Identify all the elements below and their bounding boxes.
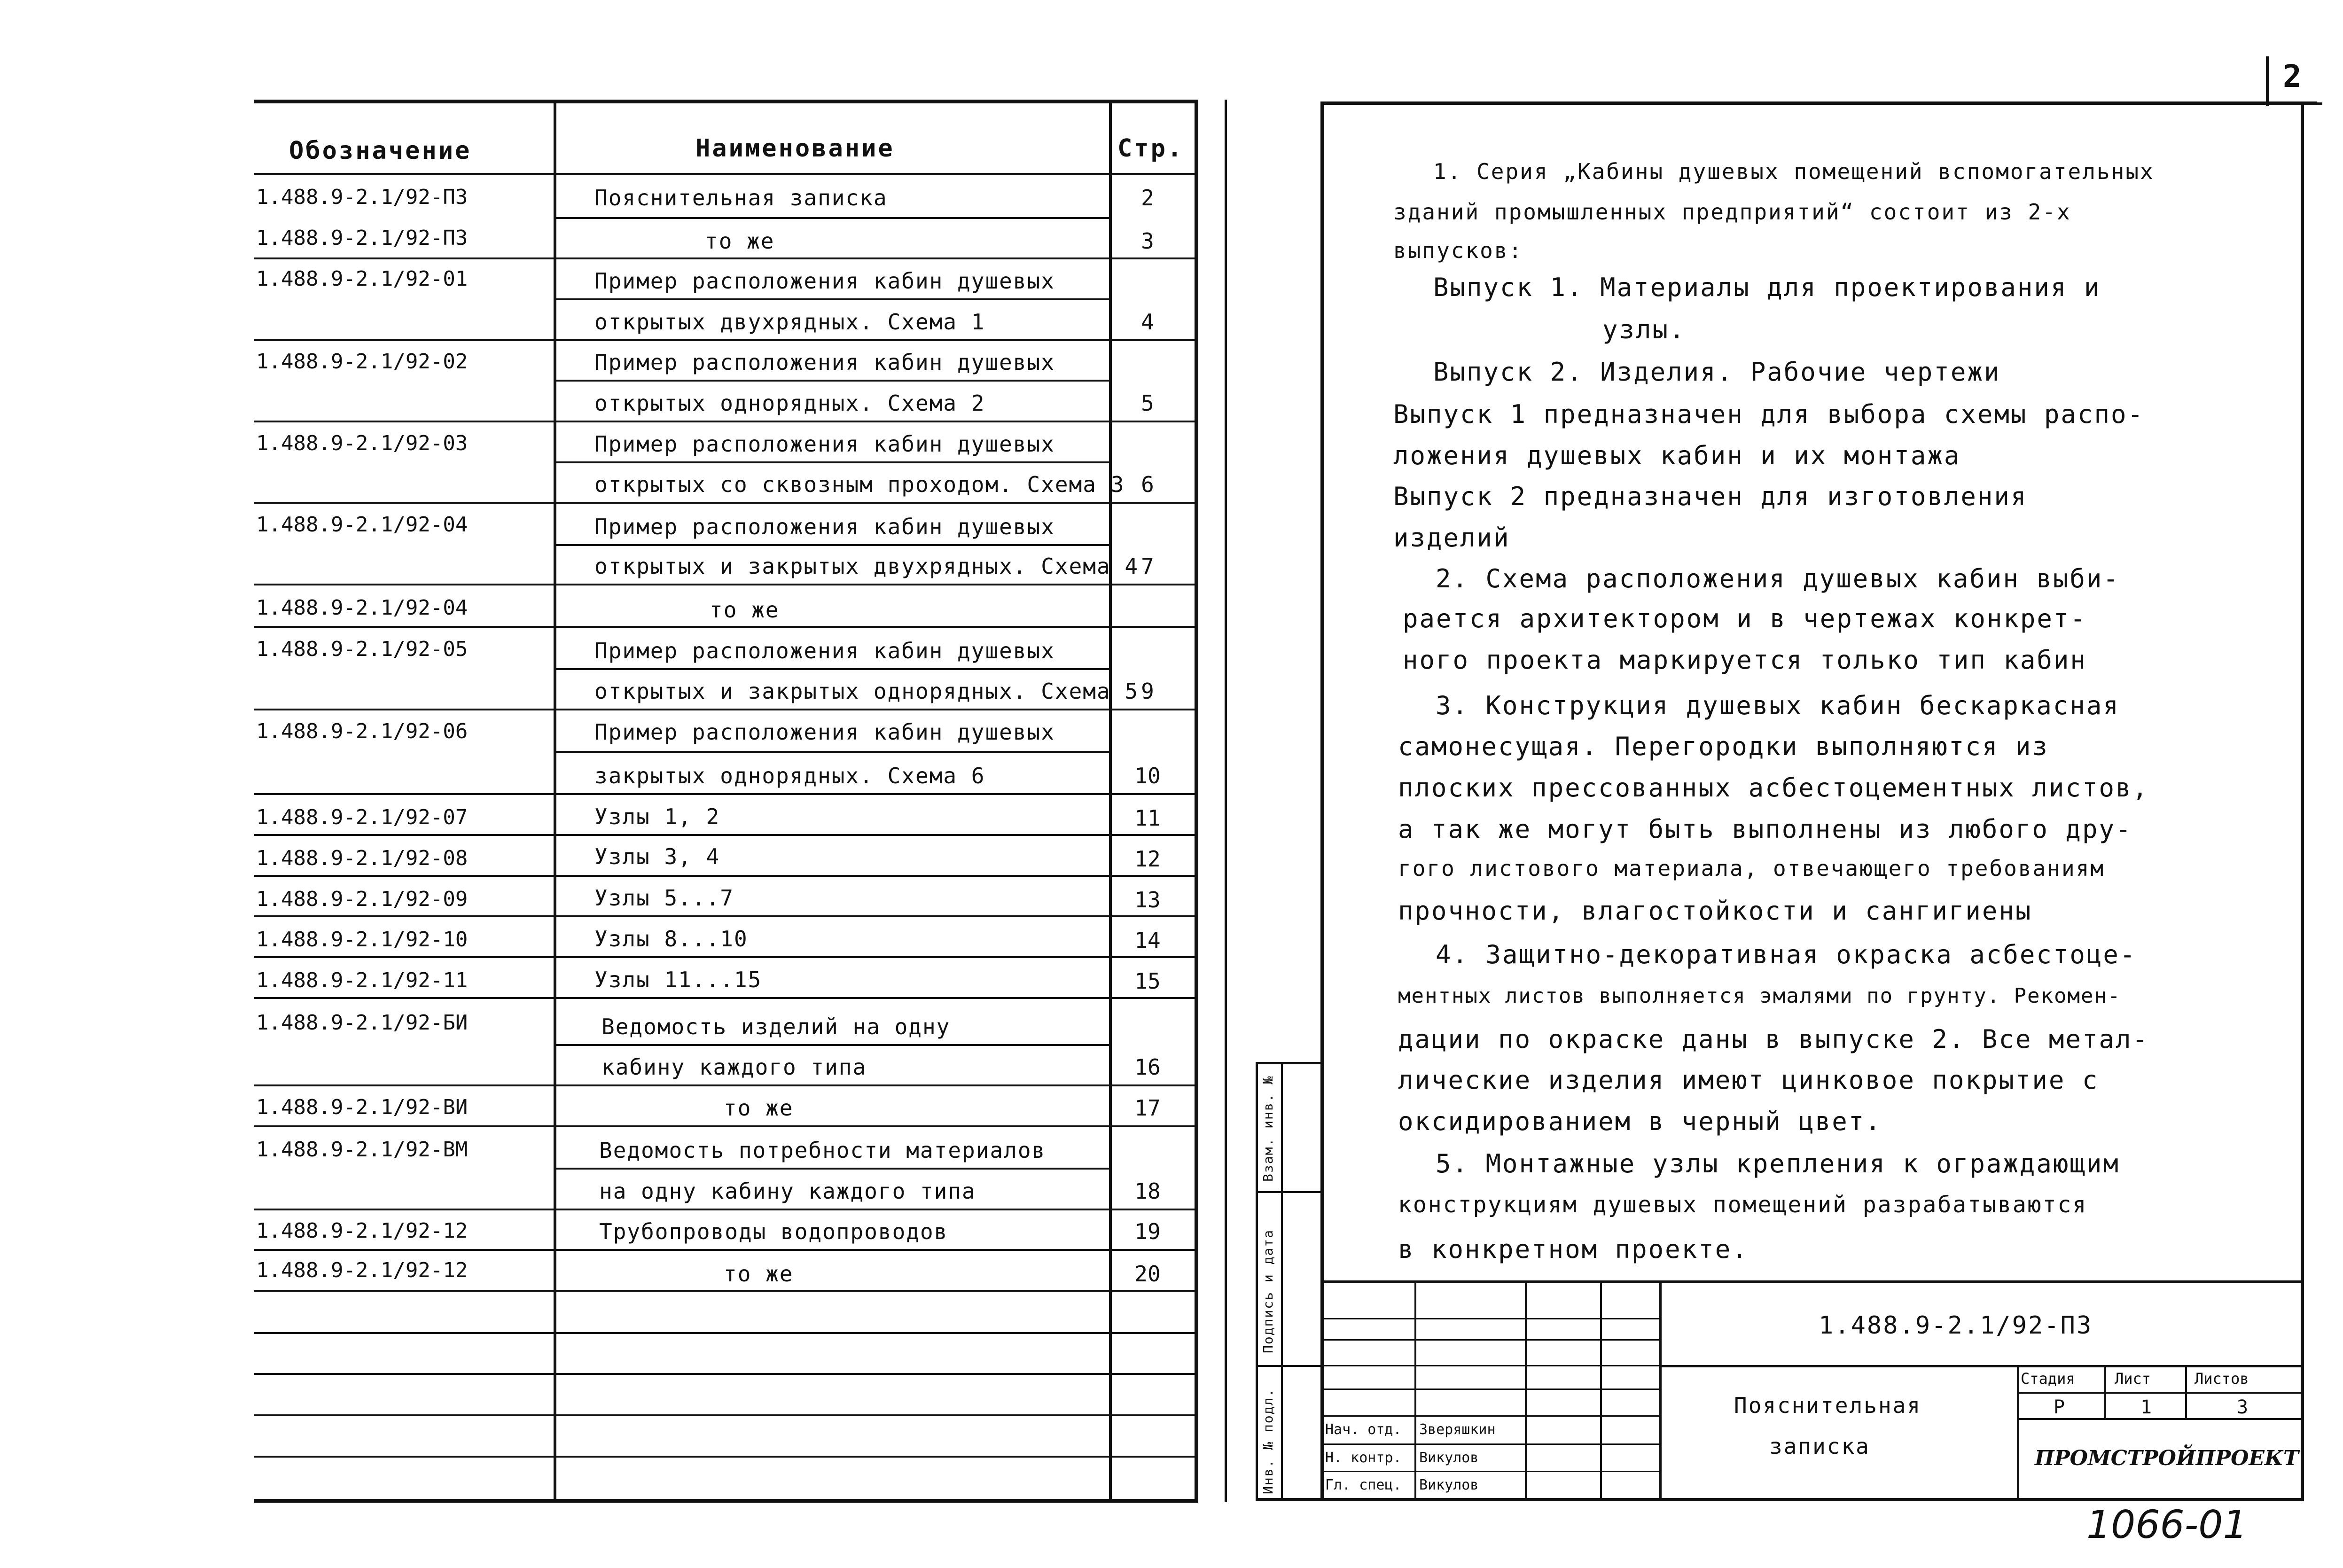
row-name: открытых двухрядных. Схема 1 (594, 309, 985, 335)
row-name: Пример расположения кабин душевых (594, 431, 1055, 457)
stamp-strip-sep (1256, 1365, 1324, 1367)
row-code: 1.488.9-2.1/92-08 (256, 846, 468, 870)
note-line: плоских прессованных асбестоцементных листов, (1398, 773, 2149, 803)
row-name: то же (710, 597, 780, 623)
row-page: 16 (1134, 1054, 1161, 1080)
note-line: оксидированием в черный цвет. (1398, 1107, 1882, 1136)
sig-row (1320, 1389, 1661, 1390)
row-code: 1.488.9-2.1/92-05 (256, 637, 468, 661)
row-name: то же (724, 1095, 794, 1121)
note-line: конструкциям душевых помещений разрабатываются (1398, 1192, 2088, 1218)
row-page: 17 (1134, 1095, 1161, 1121)
tb-stage-col2 (2185, 1365, 2187, 1419)
sig-col (1525, 1280, 1527, 1500)
row-page: 3 (1141, 228, 1154, 254)
note-line: гого листового материала, отвечающего требованиям (1398, 856, 2105, 881)
title-line-2: записка (1769, 1434, 1870, 1459)
note-line: ного проекта маркируется только тип кабин (1403, 645, 2087, 675)
row-code: 1.488.9-2.1/92-02 (256, 350, 468, 374)
row-name: Пример расположения кабин душевых (594, 350, 1055, 375)
row-code: 1.488.9-2.1/92-ВМ (256, 1138, 468, 1162)
row-page: 6 (1141, 472, 1154, 497)
row-name: Узлы 3, 4 (594, 844, 720, 869)
stamp-strip-top (1256, 1062, 1324, 1064)
note-line: Выпуск 2. Изделия. Рабочие чертежи (1433, 357, 2001, 387)
stage-value: Р (2054, 1396, 2065, 1418)
note-line: лические изделия имеют цинковое покрытие с (1398, 1065, 2099, 1095)
row-code: 1.488.9-2.1/92-07 (256, 805, 468, 829)
sheets-label: Листов (2195, 1370, 2249, 1388)
sig-name: Викулов (1419, 1450, 1479, 1466)
frame-bottom (1256, 1498, 2304, 1501)
note-line: 1. Серия „Кабины душевых помещений вспомогательных (1433, 159, 2155, 184)
note-line: изделий (1393, 523, 1510, 553)
row-page: 4 (1141, 309, 1154, 335)
row-page: 13 (1134, 887, 1161, 913)
row-name: открытых и закрытых двухрядных. Схема 4 (594, 554, 1139, 579)
row-name: Узлы 11...15 (594, 967, 762, 992)
note-line: выпусков: (1393, 238, 1523, 263)
row-code: 1.488.9-2.1/92-БИ (256, 1011, 468, 1035)
row-name: кабину каждого типа (601, 1054, 867, 1080)
sig-name: Зверяшкин (1419, 1421, 1496, 1438)
note-line: ложения душевых кабин и их монтажа (1393, 441, 1961, 470)
row-page: 15 (1134, 968, 1161, 994)
header-page: Стр. (1117, 134, 1184, 163)
sheet-number-box-left (2266, 56, 2269, 106)
sig-row (1320, 1318, 1661, 1319)
sig-role: Нач. отд. (1325, 1421, 1402, 1438)
sig-col (1414, 1280, 1416, 1500)
title-line-1: Пояснительная (1734, 1393, 1922, 1418)
row-code: 1.488.9-2.1/92-04 (256, 596, 468, 620)
sig-role: Н. контр. (1325, 1450, 1402, 1466)
sig-row (1320, 1443, 1661, 1445)
row-page: 18 (1134, 1178, 1161, 1204)
stamp-strip-sep (1256, 1191, 1324, 1193)
sig-row (1320, 1365, 1661, 1366)
row-code: 1.488.9-2.1/92-ПЗ (256, 185, 468, 209)
note-line: а так же могут быть выполнены из любого дру- (1398, 814, 2132, 844)
row-name: на одну кабину каждого типа (599, 1178, 976, 1204)
note-line: 4. Защитно-декоративная окраска асбестоце- (1436, 940, 2137, 969)
row-code: 1.488.9-2.1/92-01 (256, 267, 468, 291)
row-code: 1.488.9-2.1/92-06 (256, 719, 468, 743)
header-name: Наименование (695, 134, 895, 163)
note-line: самонесущая. Перегородки выполняются из (1398, 732, 2049, 761)
note-line: Выпуск 1 предназначен для выбора схемы распо- (1393, 399, 2144, 429)
row-name: Ведомость изделий на одну (601, 1014, 951, 1039)
sig-role: Гл. спец. (1325, 1477, 1402, 1493)
note-line: прочности, влагостойкости и сангигиены (1398, 896, 2032, 926)
sig-row (1320, 1415, 1661, 1417)
tb-stage-row2 (2017, 1418, 2304, 1420)
header-designation: Обозначение (289, 137, 472, 165)
frame-left (1320, 101, 1324, 1501)
row-page: 11 (1134, 805, 1161, 831)
row-code: 1.488.9-2.1/92-10 (256, 928, 468, 952)
row-name: Пример расположения кабин душевых (594, 719, 1055, 745)
row-code: 1.488.9-2.1/92-11 (256, 968, 468, 992)
note-line: дации по окраске даны в выпуске 2. Все метал- (1398, 1024, 2149, 1054)
stage-label: Стадия (2021, 1370, 2075, 1388)
row-code: 1.488.9-2.1/92-03 (256, 431, 468, 455)
stamp-strip-divider (1281, 1062, 1283, 1501)
row-name: Узлы 8...10 (594, 926, 748, 952)
stamp-replace-inv: Взам. инв. № (1260, 1075, 1276, 1182)
sig-row (1320, 1339, 1661, 1341)
tb-mid (1661, 1365, 2304, 1367)
tb-stage-row (2017, 1392, 2304, 1394)
note-line: Выпуск 2 предназначен для изготовления (1393, 482, 2028, 511)
sheets-value: 3 (2237, 1396, 2249, 1418)
sheet-number: 2 (2283, 58, 2302, 94)
sig-row (1320, 1471, 1661, 1472)
row-name: открытых и закрытых однорядных. Схема 5 (594, 679, 1139, 704)
note-line: Выпуск 1. Материалы для проектирования и (1433, 273, 2101, 302)
stamp-signature-date: Подпись и дата (1260, 1229, 1276, 1353)
tb-top (1320, 1280, 2304, 1283)
note-line: узлы. (1602, 315, 1686, 344)
sheet-label: Лист (2115, 1370, 2151, 1388)
archive-number: 1066-01 (2086, 1503, 2248, 1547)
row-page: 10 (1134, 763, 1161, 788)
row-name: закрытых однорядных. Схема 6 (594, 763, 985, 788)
row-name: Пояснительная записка (594, 185, 888, 211)
frame-top (1320, 101, 2317, 105)
row-page: 14 (1134, 928, 1161, 953)
row-page: 5 (1141, 390, 1154, 416)
tb-vert-org (2017, 1365, 2019, 1500)
row-code: 1.488.9-2.1/92-12 (256, 1219, 468, 1243)
row-page: 19 (1134, 1219, 1161, 1244)
note-line: 5. Монтажные узлы крепления к ограждающим (1436, 1149, 2120, 1178)
row-page: 9 (1141, 679, 1154, 704)
note-line: ментных листов выполняется эмалями по грунту. Рекомен- (1398, 984, 2121, 1008)
row-code: 1.488.9-2.1/92-09 (256, 887, 468, 911)
row-name: то же (705, 228, 775, 254)
row-page: 12 (1134, 846, 1161, 872)
row-name: Узлы 1, 2 (594, 804, 720, 829)
stamp-strip-left (1256, 1062, 1258, 1501)
note-line: зданий промышленных предприятий“ состоит из 2-х (1393, 199, 2071, 225)
frame-right (2301, 101, 2304, 1501)
row-name: Пример расположения кабин душевых (594, 268, 1055, 294)
note-line: 3. Конструкция душевых кабин бескаркасная (1436, 691, 2120, 720)
row-name: Ведомость потребности материалов (599, 1138, 1046, 1163)
note-line: 2. Схема расположения душевых кабин выби- (1436, 564, 2120, 593)
row-name: Узлы 5...7 (594, 885, 734, 911)
row-name: открытых со сквозным проходом. Схема 3 (594, 472, 1125, 497)
row-name: Трубопроводы водопроводов (599, 1219, 948, 1244)
row-code: 1.488.9-2.1/92-ПЗ (256, 226, 468, 250)
row-code: 1.488.9-2.1/92-ВИ (256, 1095, 468, 1119)
tb-stage-col1 (2104, 1365, 2106, 1419)
sig-col (1600, 1280, 1602, 1500)
row-name: Пример расположения кабин душевых (594, 638, 1055, 663)
note-line: рается архитектором и в чертежах конкрет- (1403, 604, 2087, 633)
row-page: 7 (1141, 554, 1154, 579)
row-page: 20 (1134, 1261, 1161, 1287)
tb-vert-main (1659, 1280, 1662, 1500)
row-code: 1.488.9-2.1/92-04 (256, 513, 468, 537)
row-name: открытых однорядных. Схема 2 (594, 390, 985, 416)
organization-name: ПРОМСТРОЙПРОЕКТ (2035, 1446, 2299, 1470)
row-code: 1.488.9-2.1/92-12 (256, 1258, 468, 1282)
note-line: в конкретном проекте. (1398, 1234, 1749, 1264)
document-code: 1.488.9-2.1/92-ПЗ (1819, 1311, 2093, 1340)
stamp-original-inv: Инв. № подл. (1260, 1388, 1276, 1494)
row-name: то же (724, 1261, 794, 1287)
row-page: 2 (1141, 185, 1154, 211)
sheet-value: 1 (2140, 1396, 2152, 1418)
row-name: Пример расположения кабин душевых (594, 514, 1055, 539)
sig-name: Викулов (1419, 1477, 1479, 1493)
